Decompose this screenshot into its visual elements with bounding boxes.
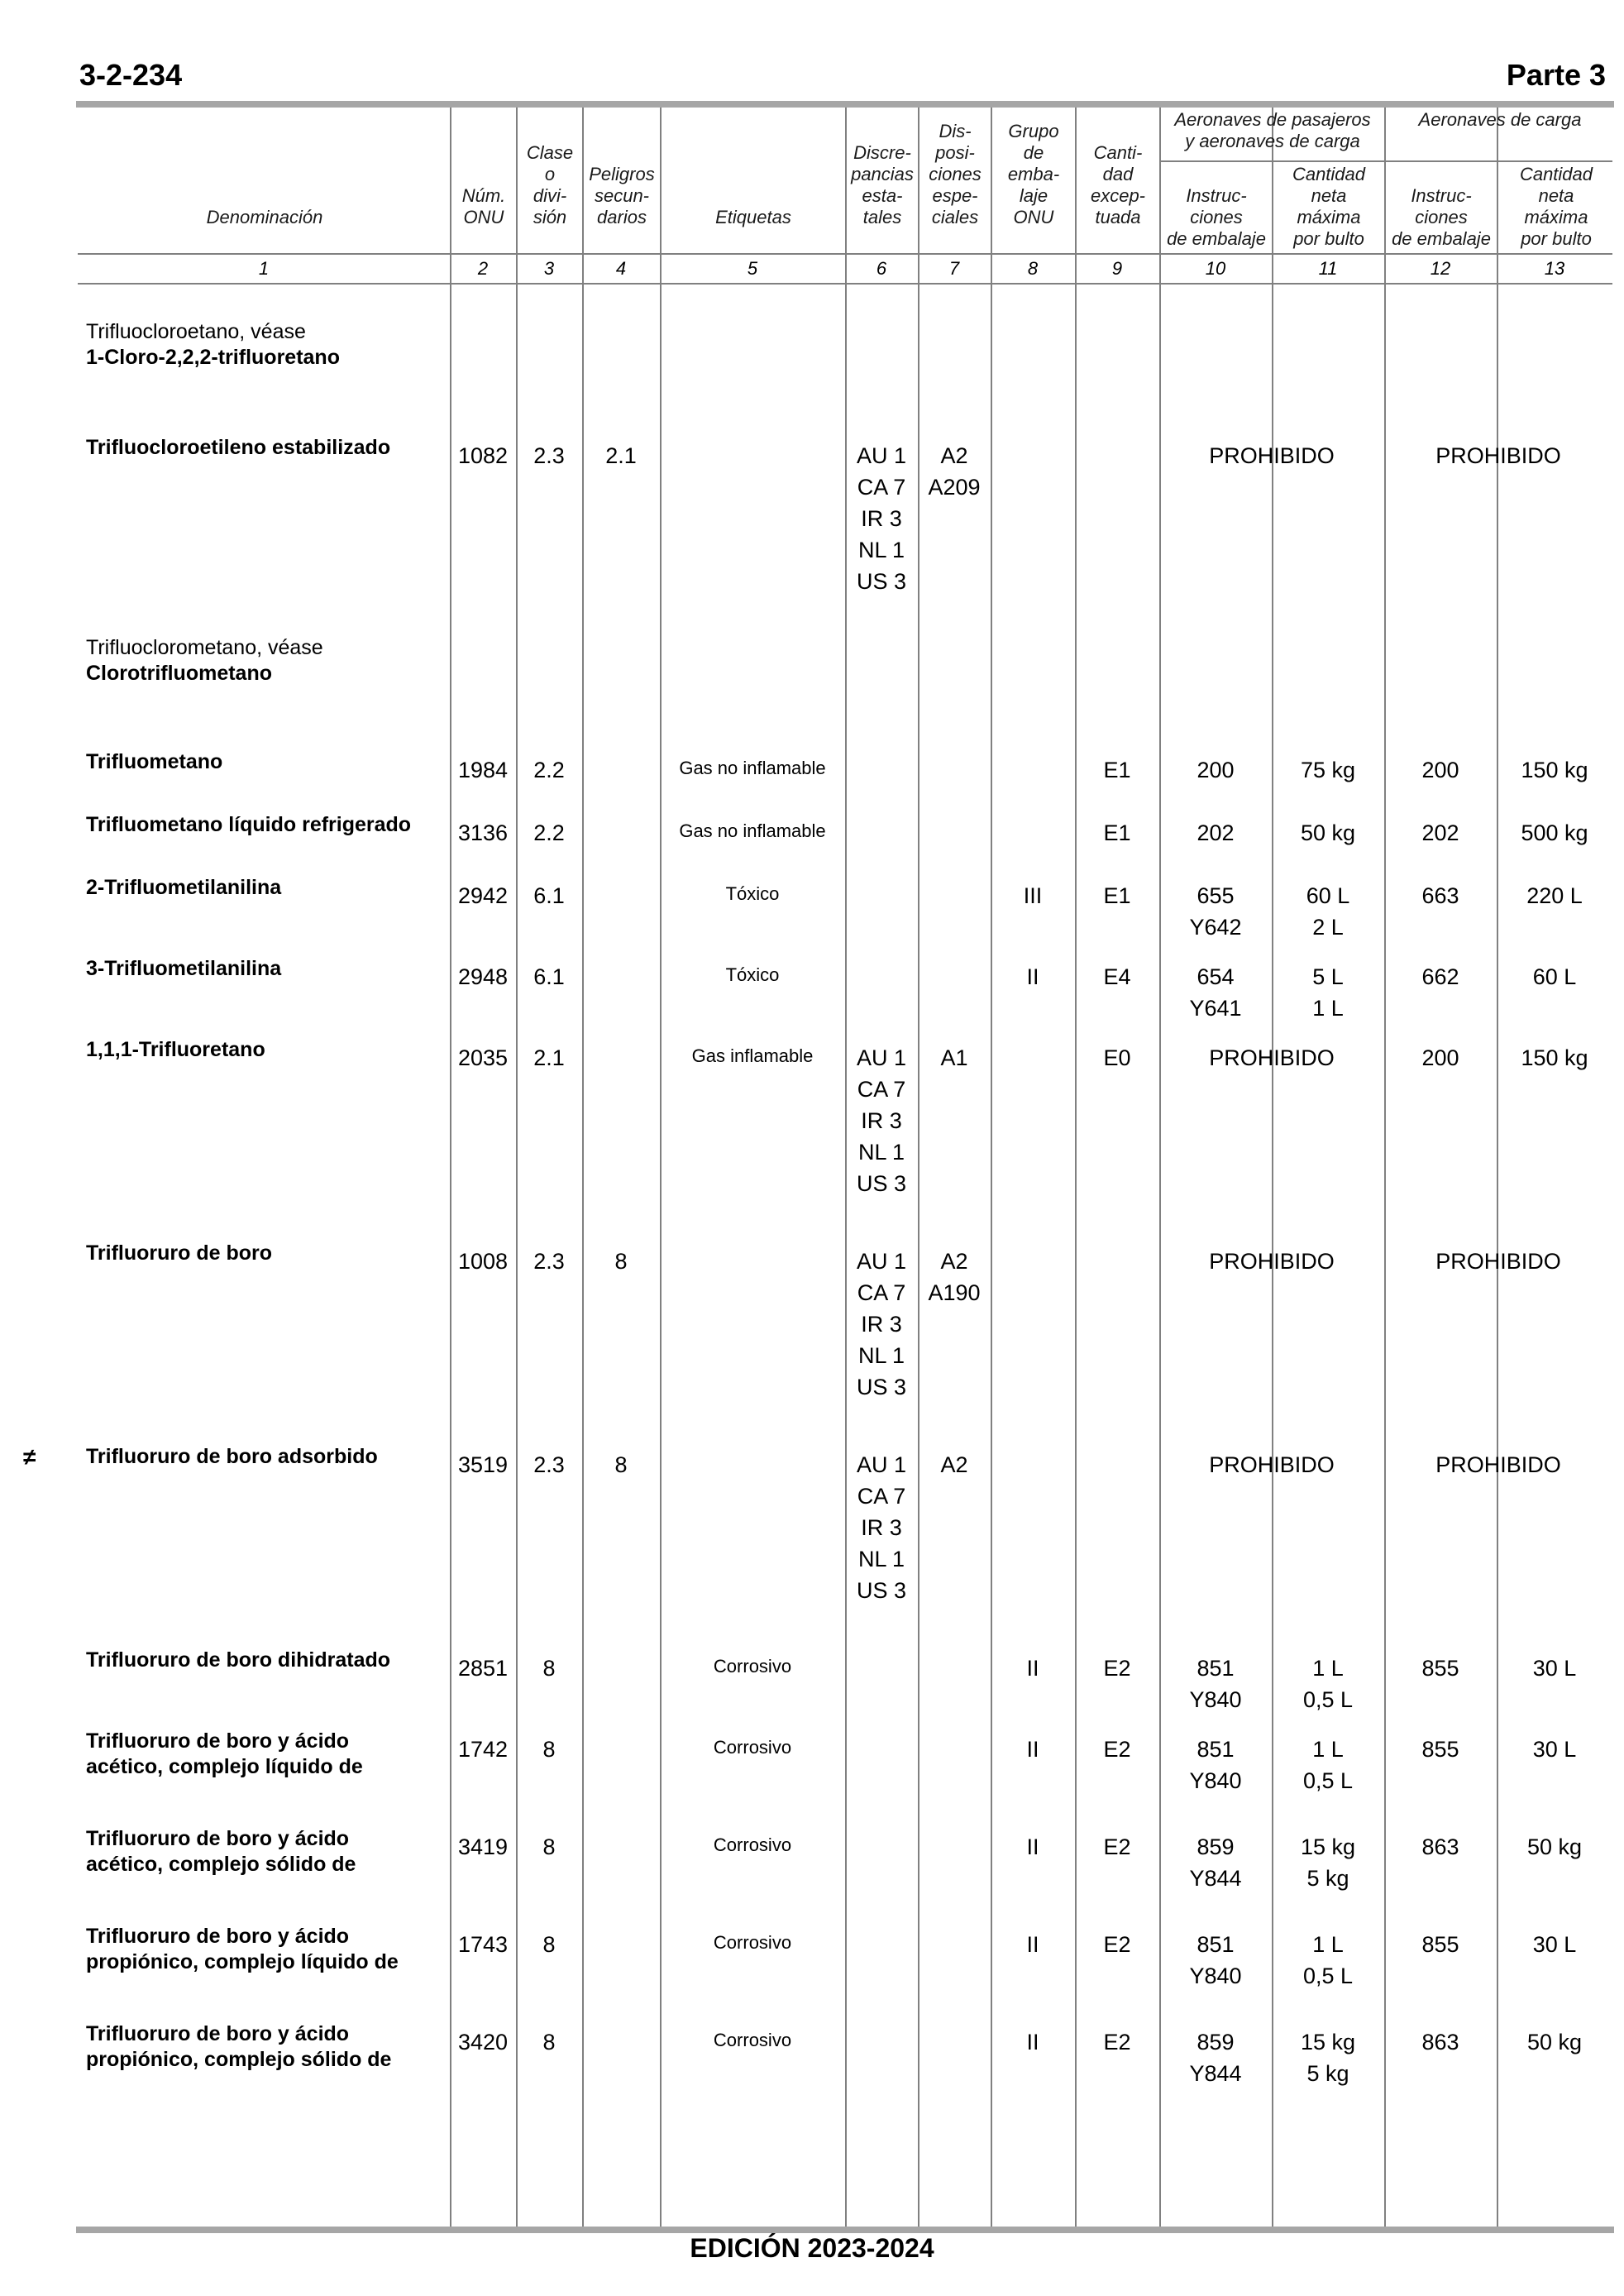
cargo-forbidden: PROHIBIDO bbox=[1435, 1249, 1561, 1274]
page-number: 3-2-234 bbox=[79, 58, 183, 92]
cargo-max-net-quantity: 50 kg bbox=[1526, 2030, 1583, 2054]
cargo-max-net-quantity: 150 kg bbox=[1521, 758, 1588, 782]
header-num-onu: Núm. ONU bbox=[461, 185, 506, 227]
label: Gas no inflamable bbox=[679, 820, 826, 841]
cargo-packing-instruction: 663 bbox=[1421, 883, 1459, 908]
pax-packing-instruction: 200 bbox=[1197, 758, 1235, 782]
un-number: 1742 bbox=[457, 1737, 509, 1762]
row-name-bold: Trifluoruro de boro y ácido bbox=[86, 1729, 350, 1753]
row-name bbox=[86, 1826, 450, 1877]
column-divider bbox=[450, 108, 451, 2227]
column-number-7: 7 bbox=[948, 258, 960, 279]
cargo-max-net-quantity: 220 L bbox=[1526, 883, 1583, 908]
cargo-max-net-quantity: 30 L bbox=[1532, 1932, 1577, 1957]
un-number: 3519 bbox=[457, 1452, 509, 1477]
header-aeronaves-carga: Aeronaves de carga bbox=[1418, 109, 1582, 130]
pax-max-net-quantity: 50 kg bbox=[1300, 820, 1356, 845]
pax-max-net-quantity: 1 L 0,5 L bbox=[1302, 1656, 1354, 1712]
packing-group: II bbox=[1026, 1656, 1039, 1681]
pax-forbidden: PROHIBIDO bbox=[1209, 1452, 1335, 1477]
label: Gas no inflamable bbox=[679, 758, 826, 778]
column-number-1: 1 bbox=[258, 258, 270, 279]
column-divider bbox=[1384, 108, 1386, 2227]
cargo-max-net-quantity: 60 L bbox=[1532, 964, 1577, 989]
header-grupo: Grupo de emba- laje ONU bbox=[1007, 121, 1060, 227]
bottom-rule bbox=[76, 2227, 1614, 2233]
label: Corrosivo bbox=[713, 2030, 792, 2050]
class-division: 2.3 bbox=[533, 443, 565, 468]
row-name-bold: propiónico, complejo líquido de bbox=[86, 1950, 399, 1973]
un-number: 1082 bbox=[457, 443, 509, 468]
label: Tóxico bbox=[725, 883, 780, 904]
column-divider bbox=[991, 108, 992, 2227]
un-number: 2948 bbox=[457, 964, 509, 989]
row-name-bold: Trifluoruro de boro bbox=[86, 1241, 272, 1265]
row-name-bold: 2-Trifluometilanilina bbox=[86, 876, 282, 899]
cargo-max-net-quantity: 50 kg bbox=[1526, 1834, 1583, 1859]
pax-max-net-quantity: 15 kg 5 kg bbox=[1300, 2030, 1356, 2086]
row-name bbox=[86, 2021, 450, 2073]
excepted-quantity: E2 bbox=[1103, 2030, 1131, 2054]
label: Corrosivo bbox=[713, 1737, 792, 1758]
special-provisions: A2 A190 bbox=[928, 1249, 981, 1305]
header-clase: Clase o divi- sión bbox=[526, 142, 574, 227]
cargo-packing-instruction: 863 bbox=[1421, 1834, 1459, 1859]
excepted-quantity: E2 bbox=[1103, 1656, 1131, 1681]
margin-change-mark: ≠ bbox=[23, 1444, 36, 1470]
cargo-forbidden: PROHIBIDO bbox=[1435, 443, 1561, 468]
column-number-3: 3 bbox=[543, 258, 555, 279]
pax-max-net-quantity: 75 kg bbox=[1300, 758, 1356, 782]
cargo-packing-instruction: 855 bbox=[1421, 1737, 1459, 1762]
row-name-bold: Trifluocloroetileno estabilizado bbox=[86, 436, 391, 459]
cargo-packing-instruction: 863 bbox=[1421, 2030, 1459, 2054]
un-number: 3136 bbox=[457, 820, 509, 845]
special-provisions: A2 A209 bbox=[928, 443, 981, 500]
row-name-bold: Trifluometano bbox=[86, 750, 223, 773]
un-number: 1008 bbox=[457, 1249, 509, 1274]
row-name bbox=[86, 956, 450, 982]
un-number: 3420 bbox=[457, 2030, 509, 2054]
row-name-bold: Trifluometano líquido refrigerado bbox=[86, 813, 412, 836]
column-number-11: 11 bbox=[1318, 258, 1338, 279]
packing-group: II bbox=[1026, 2030, 1039, 2054]
row-name bbox=[86, 1648, 450, 1673]
column-number-13: 13 bbox=[1544, 258, 1565, 279]
class-division: 8 bbox=[542, 1656, 556, 1681]
header-discrepancias: Discre- pancias esta- tales bbox=[851, 142, 914, 227]
special-provisions: A1 bbox=[940, 1045, 968, 1070]
pax-packing-instruction: 202 bbox=[1197, 820, 1235, 845]
excepted-quantity: E2 bbox=[1103, 1737, 1131, 1762]
pax-max-net-quantity: 5 L 1 L bbox=[1312, 964, 1344, 1021]
pax-max-net-quantity: 1 L 0,5 L bbox=[1302, 1932, 1354, 1988]
header-aeronaves-pasajeros: Aeronaves de pasajeros y aeronaves de carga bbox=[1174, 109, 1371, 151]
row-name bbox=[86, 1241, 450, 1266]
header-disposiciones: Dis- posi- ciones espe- ciales bbox=[929, 121, 982, 227]
pax-packing-instruction: 859 Y844 bbox=[1189, 2030, 1242, 2086]
class-division: 2.2 bbox=[533, 758, 565, 782]
row-name-bold: acético, complejo sólido de bbox=[86, 1853, 356, 1876]
cargo-packing-instruction: 200 bbox=[1421, 758, 1459, 782]
packing-group: II bbox=[1026, 1932, 1039, 1957]
cargo-packing-instruction: 855 bbox=[1421, 1656, 1459, 1681]
excepted-quantity: E1 bbox=[1103, 883, 1131, 908]
class-division: 2.1 bbox=[533, 1045, 565, 1070]
cargo-max-net-quantity: 30 L bbox=[1532, 1737, 1577, 1762]
column-number-8: 8 bbox=[1027, 258, 1039, 279]
row-name-reference: Trifluocloroetano, véase bbox=[86, 320, 306, 343]
cargo-forbidden: PROHIBIDO bbox=[1435, 1452, 1561, 1477]
packing-group: II bbox=[1026, 964, 1039, 989]
pax-max-net-quantity: 15 kg 5 kg bbox=[1300, 1834, 1356, 1891]
secondary-hazard: 2.1 bbox=[605, 443, 637, 468]
class-division: 6.1 bbox=[533, 964, 565, 989]
column-divider bbox=[516, 108, 518, 2227]
row-name-bold: propiónico, complejo sólido de bbox=[86, 2048, 392, 2071]
excepted-quantity: E1 bbox=[1103, 758, 1131, 782]
pax-forbidden: PROHIBIDO bbox=[1209, 1249, 1335, 1274]
pax-max-net-quantity: 60 L 2 L bbox=[1306, 883, 1350, 940]
un-number: 2851 bbox=[457, 1656, 509, 1681]
excepted-quantity: E4 bbox=[1103, 964, 1131, 989]
excepted-quantity: E0 bbox=[1103, 1045, 1131, 1070]
column-divider bbox=[660, 108, 662, 2227]
state-variations: AU 1 CA 7 IR 3 NL 1 US 3 bbox=[856, 443, 907, 594]
column-divider bbox=[1497, 108, 1498, 2227]
column-divider bbox=[1272, 108, 1273, 2227]
header-etiquetas: Etiquetas bbox=[715, 207, 791, 227]
pax-packing-instruction: 654 Y641 bbox=[1189, 964, 1242, 1021]
label: Corrosivo bbox=[713, 1834, 792, 1855]
excepted-quantity: E2 bbox=[1103, 1932, 1131, 1957]
label: Corrosivo bbox=[713, 1932, 792, 1953]
pax-forbidden: PROHIBIDO bbox=[1209, 1045, 1335, 1070]
row-name-bold: Trifluoruro de boro adsorbido bbox=[86, 1445, 378, 1468]
special-provisions: A2 bbox=[940, 1452, 968, 1477]
footer-edition: EDICIÓN 2023-2024 bbox=[690, 2233, 934, 2263]
row-name bbox=[86, 1924, 450, 1975]
row-name bbox=[86, 812, 450, 838]
cargo-packing-instruction: 662 bbox=[1421, 964, 1459, 989]
cargo-max-net-quantity: 500 kg bbox=[1521, 820, 1588, 845]
label: Tóxico bbox=[725, 964, 780, 985]
cargo-max-net-quantity: 150 kg bbox=[1521, 1045, 1588, 1070]
column-number-6: 6 bbox=[876, 258, 887, 279]
row-name-bold: 1,1,1-Trifluoretano bbox=[86, 1038, 265, 1061]
column-number-2: 2 bbox=[477, 258, 489, 279]
label: Gas inflamable bbox=[691, 1045, 814, 1066]
class-division: 2.2 bbox=[533, 820, 565, 845]
un-number: 1984 bbox=[457, 758, 509, 782]
column-number-12: 12 bbox=[1430, 258, 1451, 279]
column-divider bbox=[918, 108, 919, 2227]
cargo-packing-instruction: 202 bbox=[1421, 820, 1459, 845]
column-divider bbox=[1159, 108, 1161, 2227]
column-number-10: 10 bbox=[1205, 258, 1226, 279]
row-name bbox=[86, 635, 450, 686]
header-denominacion: Denominación bbox=[206, 207, 323, 227]
row-name bbox=[86, 1037, 450, 1063]
header-instrucciones-10: Instruc- ciones de embalaje bbox=[1167, 185, 1266, 249]
pax-max-net-quantity: 1 L 0,5 L bbox=[1302, 1737, 1354, 1793]
row-name bbox=[86, 435, 450, 461]
column-divider bbox=[1075, 108, 1077, 2227]
row-name-bold: Trifluoruro de boro dihidratado bbox=[86, 1648, 391, 1672]
row-name-reference: Trifluoclorometano, véase bbox=[86, 636, 323, 659]
excepted-quantity: E1 bbox=[1103, 820, 1131, 845]
header-cantidad-13: Cantidad neta máxima por bulto bbox=[1519, 164, 1593, 249]
column-number-4: 4 bbox=[615, 258, 627, 279]
secondary-hazard: 8 bbox=[614, 1452, 628, 1477]
column-divider bbox=[582, 108, 584, 2227]
row-name-bold: acético, complejo líquido de bbox=[86, 1755, 363, 1778]
row-name bbox=[86, 875, 450, 901]
row-name-bold: Trifluoruro de boro y ácido bbox=[86, 2022, 350, 2045]
packing-group: II bbox=[1026, 1737, 1039, 1762]
state-variations: AU 1 CA 7 IR 3 NL 1 US 3 bbox=[856, 1452, 907, 1603]
pax-forbidden: PROHIBIDO bbox=[1209, 443, 1335, 468]
state-variations: AU 1 CA 7 IR 3 NL 1 US 3 bbox=[856, 1045, 907, 1196]
un-number: 1743 bbox=[457, 1932, 509, 1957]
pax-packing-instruction: 859 Y844 bbox=[1189, 1834, 1242, 1891]
row-name bbox=[86, 1444, 450, 1470]
cargo-max-net-quantity: 30 L bbox=[1532, 1656, 1577, 1681]
pax-packing-instruction: 851 Y840 bbox=[1189, 1656, 1242, 1712]
cargo-packing-instruction: 200 bbox=[1421, 1045, 1459, 1070]
class-division: 2.3 bbox=[533, 1249, 565, 1274]
aeronaves-subheader-rule bbox=[1159, 160, 1612, 162]
class-division: 8 bbox=[542, 1932, 556, 1957]
row-name-bold: 3-Trifluometilanilina bbox=[86, 957, 282, 980]
row-name bbox=[86, 319, 450, 371]
packing-group: III bbox=[1023, 883, 1043, 908]
header-cantidad: Canti- dad excep- tuada bbox=[1090, 142, 1146, 227]
pax-packing-instruction: 851 Y840 bbox=[1189, 1737, 1242, 1793]
class-division: 8 bbox=[542, 1834, 556, 1859]
cargo-packing-instruction: 855 bbox=[1421, 1932, 1459, 1957]
pax-packing-instruction: 655 Y642 bbox=[1189, 883, 1242, 940]
pax-packing-instruction: 851 Y840 bbox=[1189, 1932, 1242, 1988]
header-peligros: Peligros secun- darios bbox=[589, 164, 655, 227]
class-division: 8 bbox=[542, 2030, 556, 2054]
label: Corrosivo bbox=[713, 1656, 792, 1677]
class-division: 2.3 bbox=[533, 1452, 565, 1477]
un-number: 2035 bbox=[457, 1045, 509, 1070]
top-rule bbox=[76, 101, 1614, 108]
row-name-bold: Clorotrifluometano bbox=[86, 662, 272, 685]
column-number-5: 5 bbox=[747, 258, 758, 279]
row-name bbox=[86, 749, 450, 775]
excepted-quantity: E2 bbox=[1103, 1834, 1131, 1859]
row-name-bold: Trifluoruro de boro y ácido bbox=[86, 1827, 350, 1850]
part-label: Parte 3 bbox=[1506, 58, 1606, 92]
row-name-bold: 1-Cloro-2,2,2-trifluoretano bbox=[86, 346, 340, 369]
packing-group: II bbox=[1026, 1834, 1039, 1859]
un-number: 2942 bbox=[457, 883, 509, 908]
column-number-9: 9 bbox=[1111, 258, 1123, 279]
row-name-bold: Trifluoruro de boro y ácido bbox=[86, 1925, 350, 1948]
row-name bbox=[86, 1729, 450, 1780]
state-variations: AU 1 CA 7 IR 3 NL 1 US 3 bbox=[856, 1249, 907, 1399]
class-division: 6.1 bbox=[533, 883, 565, 908]
class-division: 8 bbox=[542, 1737, 556, 1762]
header-cantidad-11: Cantidad neta máxima por bulto bbox=[1292, 164, 1366, 249]
header-instrucciones-12: Instruc- ciones de embalaje bbox=[1392, 185, 1491, 249]
secondary-hazard: 8 bbox=[614, 1249, 628, 1274]
un-number: 3419 bbox=[457, 1834, 509, 1859]
